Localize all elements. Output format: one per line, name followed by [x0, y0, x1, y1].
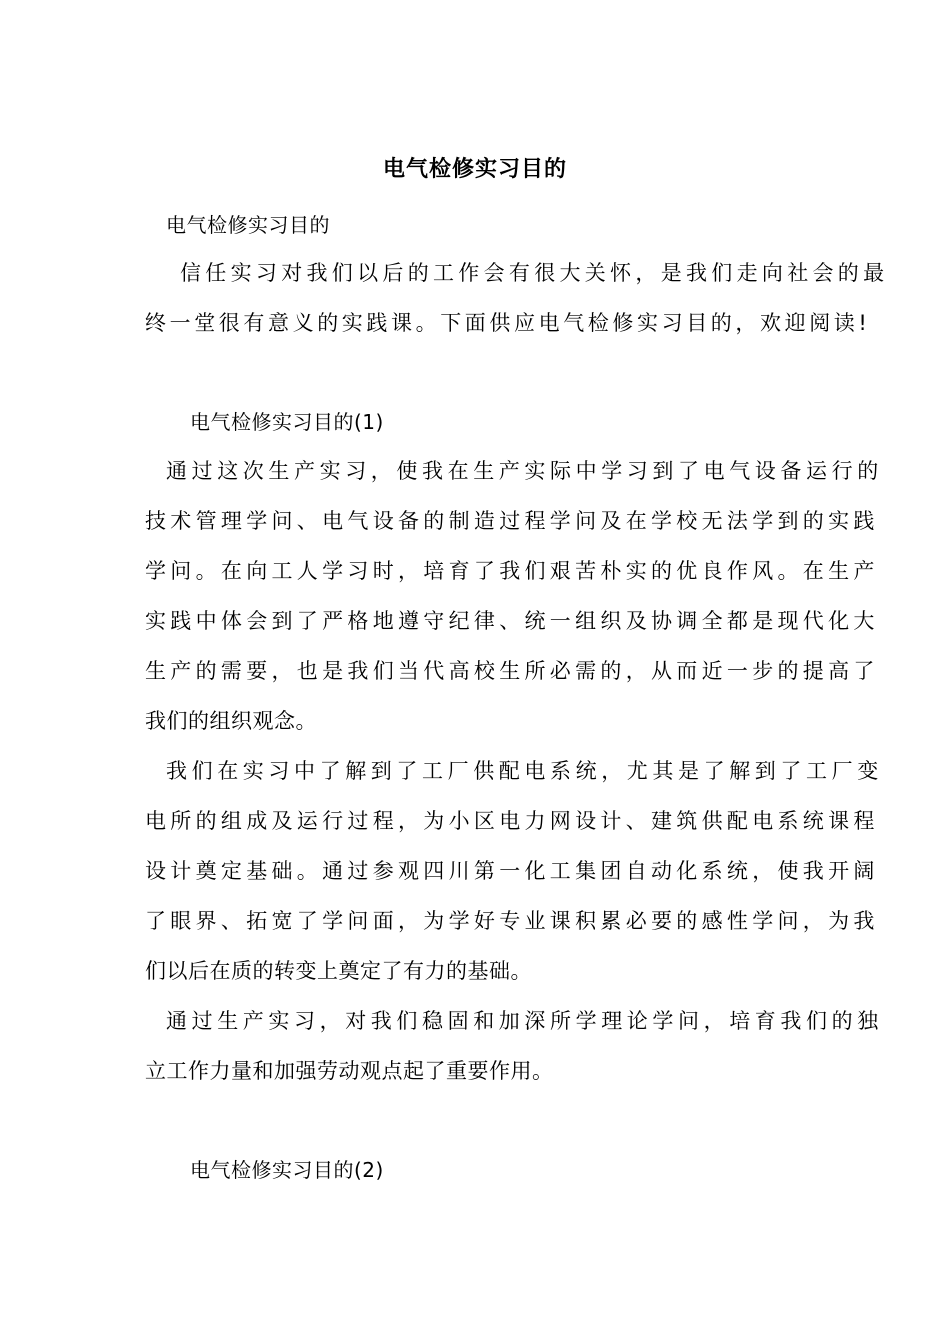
- section2-heading: 电气检修实习目的(2): [190, 1158, 384, 1182]
- intro-line-2: 终一堂很有意义的实践课。下面供应电气检修实习目的，欢迎阅读!: [145, 311, 871, 335]
- section1-heading: 电气检修实习目的(1): [190, 410, 384, 434]
- s1-p3-line-2: 立工作力量和加强劳动观点起了重要作用。: [145, 1059, 554, 1083]
- s1-p2-line-1: 我们在实习中了解到了工厂供配电系统，尤其是了解到了工厂变: [166, 759, 883, 783]
- s1-p2-line-5: 们以后在质的转变上奠定了有力的基础。: [145, 959, 532, 983]
- s1-p1-line-1: 通过这次生产实习，使我在生产实际中学习到了电气设备运行的: [166, 459, 883, 483]
- s1-p1-line-4: 实践中体会到了严格地遵守纪律、统一组织及协调全都是现代化大: [145, 609, 879, 633]
- intro-heading: 电气检修实习目的: [166, 213, 330, 237]
- s1-p1-line-5: 生产的需要，也是我们当代高校生所必需的，从而近一步的提高了: [145, 659, 879, 683]
- s1-p2-line-2: 电所的组成及运行过程，为小区电力网设计、建筑供配电系统课程: [145, 809, 879, 833]
- s1-p1-line-2: 技术管理学问、电气设备的制造过程学问及在学校无法学到的实践: [145, 509, 879, 533]
- s1-p1-line-6: 我们的组织观念。: [145, 709, 317, 733]
- document-title: 电气检修实习目的: [382, 157, 567, 182]
- s1-p2-line-3: 设计奠定基础。通过参观四川第一化工集团自动化系统，使我开阔: [145, 859, 879, 883]
- intro-line-1: 信任实习对我们以后的工作会有很大关怀，是我们走向社会的最: [180, 261, 889, 285]
- s1-p2-line-4: 了眼界、拓宽了学问面，为学好专业课积累必要的感性学问，为我: [145, 909, 879, 933]
- s1-p1-line-3: 学问。在向工人学习时，培育了我们艰苦朴实的优良作风。在生产: [145, 559, 879, 583]
- s1-p3-line-1: 通过生产实习，对我们稳固和加深所学理论学问，培育我们的独: [166, 1009, 883, 1033]
